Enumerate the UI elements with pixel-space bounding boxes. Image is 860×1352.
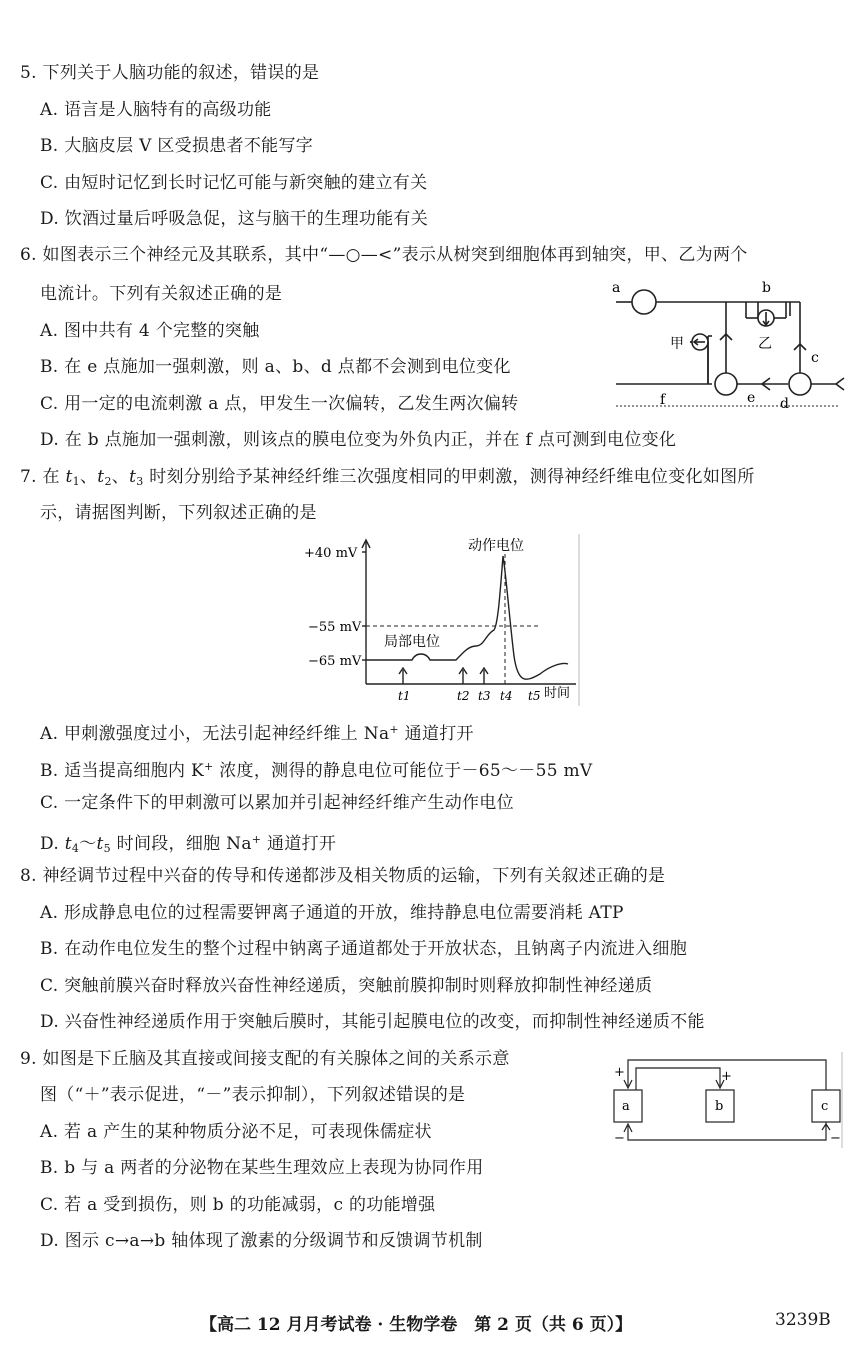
- q6-label-yi: 乙: [758, 336, 772, 352]
- q6-label-c: c: [811, 350, 819, 366]
- q7-stem-line2: 示，请据图判断，下列叙述正确的是: [40, 503, 317, 523]
- q9-minus-a: −: [614, 1131, 625, 1146]
- q7-tick-t5: t5: [528, 689, 541, 703]
- q6-option-c: C. 用一定的电流刺激 a 点，甲发生一次偏转，乙发生两次偏转: [40, 394, 519, 414]
- q9-box-a: a: [622, 1099, 630, 1114]
- q8-option-a: A. 形成静息电位的过程需要钾离子通道的开放，维持静息电位需要消耗 ATP: [40, 903, 624, 923]
- q9-box-c: c: [821, 1099, 829, 1114]
- q5-stem: 5. 下列关于人脑功能的叙述，错误的是: [20, 63, 320, 83]
- q9-plus-a: +: [614, 1065, 625, 1080]
- q7-tick-t3: t3: [478, 689, 491, 703]
- q6-label-f: f: [660, 392, 666, 408]
- q6-option-b: B. 在 e 点施加一强刺激，则 a、b、d 点都不会测到电位变化: [40, 357, 511, 377]
- q9-option-c: C. 若 a 受到损伤，则 b 的功能减弱，c 的功能增强: [40, 1195, 436, 1215]
- q9-stem-line1: 9. 如图是下丘脑及其直接或间接支配的有关腺体之间的关系示意: [20, 1049, 510, 1069]
- q7-option-b: B. 适当提高细胞内 K+ 浓度，测得的静息电位可能位于－65～－55 mV: [40, 760, 593, 781]
- q9-box-b: b: [715, 1099, 724, 1114]
- q9-plus-b: +: [721, 1069, 732, 1084]
- q6-option-d: D. 在 b 点施加一强刺激，则该点的膜电位变为外负内正，并在 f 点可测到电位变化: [40, 430, 677, 450]
- q7-option-c: C. 一定条件下的甲刺激可以累加并引起神经纤维产生动作电位: [40, 793, 514, 813]
- page-footer: 【高二 12 月月考试卷 · 生物学卷 第 2 页（共 6 页）】: [200, 1315, 633, 1335]
- q9-gland-diagram: [604, 1052, 844, 1148]
- q9-option-a: A. 若 a 产生的某种物质分泌不足，可表现侏儒症状: [40, 1122, 432, 1142]
- q6-stem-line1: 6. 如图表示三个神经元及其联系，其中“—○—<”表示从树突到细胞体再到轴突，甲、乙为两个: [20, 245, 748, 265]
- q6-stem-line2: 电流计。下列有关叙述正确的是: [40, 284, 283, 304]
- q7-option-a: A. 甲刺激强度过小，无法引起神经纤维上 Na+ 通道打开: [40, 723, 474, 744]
- q7-label-local-potential: 局部电位: [384, 634, 440, 650]
- q5-option-d: D. 饮酒过量后呼吸急促，这与脑干的生理功能有关: [40, 209, 429, 229]
- q6-label-e: e: [747, 390, 756, 406]
- q9-option-d: D. 图示 c→a→b 轴体现了激素的分级调节和反馈调节机制: [40, 1231, 483, 1251]
- q9-stem-line2: 图（“＋”表示促进，“－”表示抑制），下列叙述错误的是: [40, 1085, 466, 1105]
- q5-option-b: B. 大脑皮层 V 区受损患者不能写字: [40, 136, 314, 156]
- q6-label-b: b: [762, 280, 771, 296]
- q6-neuron-diagram: [608, 276, 848, 416]
- q7-stem-line1: 7. 在 $t_1$、$t_2$、$t_3$ 时刻分别给予某神经纤维三次强度相同的甲刺激，测得神经纤维电位变化如图所: [20, 467, 755, 488]
- q9-minus-c: −: [830, 1131, 841, 1146]
- q7-x-label: 时间: [544, 686, 571, 701]
- q8-option-c: C. 突触前膜兴奋时释放兴奋性神经递质，突触前膜抑制时则释放抑制性神经递质: [40, 976, 653, 996]
- q7-option-d: D. $t_4\sim t_5$ 时间段，细胞 Na+ 通道打开: [40, 833, 337, 855]
- q8-stem: 8. 神经调节过程中兴奋的传导和传递都涉及相关物质的运输，下列有关叙述正确的是: [20, 866, 666, 886]
- q6-label-a: a: [612, 280, 621, 296]
- q7-tick-t1: t1: [398, 689, 411, 703]
- q7-tick-t2: t2: [457, 689, 470, 703]
- q7-label-action-potential: 动作电位: [468, 538, 524, 554]
- q7-tick-t4: t4: [500, 689, 513, 703]
- q8-option-d: D. 兴奋性神经递质作用于突触后膜时，其能引起膜电位的改变，而抑制性神经递质不能: [40, 1012, 705, 1032]
- q7-potential-chart: [300, 534, 582, 706]
- q7-y-label-low: −65 mV: [308, 654, 362, 669]
- q7-y-label-top: +40 mV: [304, 546, 358, 561]
- q6-label-d: d: [780, 396, 789, 412]
- q6-label-jia: 甲: [670, 336, 684, 352]
- paper-code: 3239B: [775, 1310, 831, 1330]
- q7-y-label-mid: −55 mV: [308, 620, 362, 635]
- q8-option-b: B. 在动作电位发生的整个过程中钠离子通道都处于开放状态，且钠离子内流进入细胞: [40, 939, 687, 959]
- q5-option-c: C. 由短时记忆到长时记忆可能与新突触的建立有关: [40, 173, 428, 193]
- q9-option-b: B. b 与 a 两者的分泌物在某些生理效应上表现为协同作用: [40, 1158, 484, 1178]
- q6-option-a: A. 图中共有 4 个完整的突触: [40, 321, 260, 341]
- q5-option-a: A. 语言是人脑特有的高级功能: [40, 100, 272, 120]
